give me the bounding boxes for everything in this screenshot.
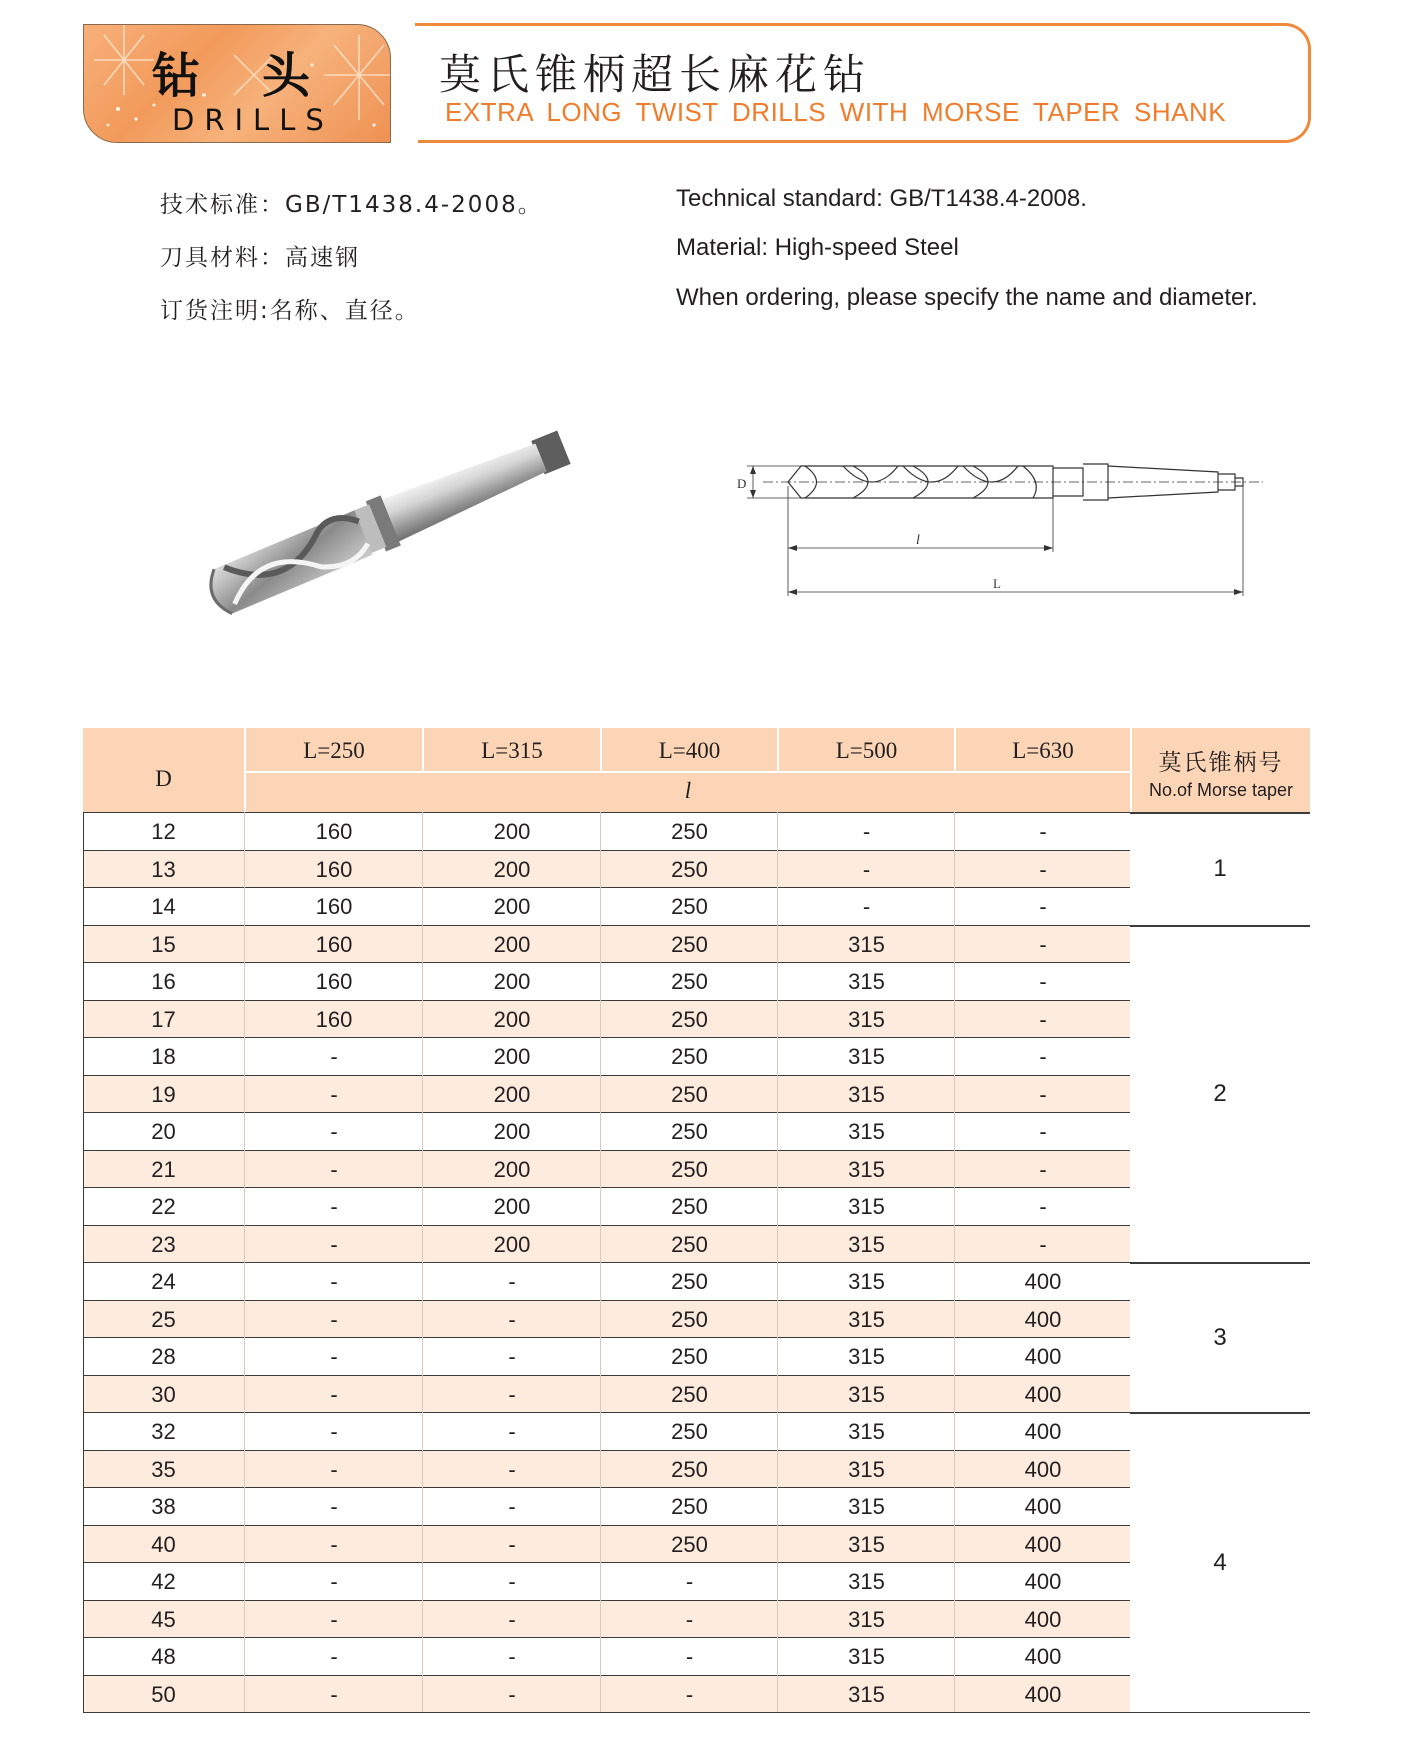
- cell-length: -: [330, 1194, 338, 1219]
- cell-length: 200: [493, 856, 531, 882]
- cell-length: 400: [1024, 1644, 1062, 1669]
- header-morse-cn: 莫氏锥柄号: [1158, 750, 1284, 776]
- cell-length: 315: [848, 1231, 885, 1257]
- cell-length: 200: [493, 1081, 531, 1107]
- cell-length: 400: [1024, 1381, 1062, 1407]
- cell-length: -: [1039, 1231, 1047, 1257]
- cell-length: 315: [848, 1494, 885, 1519]
- page-title-en: EXTRA LONG TWIST DRILLS WITH MORSE TAPER SHANK: [445, 97, 1227, 127]
- cell-length: 250: [671, 1231, 708, 1257]
- cell-length: 250: [671, 1419, 708, 1444]
- table-row: [83, 1375, 1130, 1412]
- cell-length: -: [1039, 1194, 1047, 1219]
- cell-length: 160: [315, 894, 353, 919]
- cell-diameter: 40: [151, 1531, 176, 1557]
- cell-length: 200: [493, 969, 531, 994]
- cell-length: 250: [671, 856, 708, 882]
- cell-length: 160: [315, 819, 353, 844]
- cell-diameter: 19: [151, 1081, 176, 1107]
- cell-diameter: 16: [151, 969, 176, 994]
- cell-length: 250: [671, 1119, 708, 1144]
- header-L250: L=250: [303, 738, 365, 763]
- cell-diameter: 21: [151, 1156, 176, 1182]
- cell-length: 315: [848, 1119, 885, 1144]
- table-row: [83, 1637, 1130, 1674]
- table-row: [83, 850, 1130, 887]
- cell-length: 315: [848, 1194, 885, 1219]
- cell-length: 400: [1024, 1531, 1062, 1557]
- cell-diameter: 22: [151, 1194, 176, 1219]
- table-row: [83, 1300, 1130, 1337]
- dim-label-l: l: [916, 533, 920, 548]
- table-row: [83, 1337, 1130, 1374]
- table-row: [83, 1562, 1130, 1599]
- table-row: [83, 1075, 1130, 1112]
- cell-length: 160: [315, 856, 353, 882]
- table-row: [83, 925, 1130, 962]
- table-row: [83, 1450, 1130, 1487]
- cell-length: -: [1039, 819, 1047, 844]
- cell-length: -: [685, 1681, 694, 1707]
- cell-length: -: [330, 1119, 338, 1144]
- cell-length: -: [685, 1569, 694, 1594]
- morse-group: [1130, 812, 1310, 925]
- cell-length: 315: [848, 1156, 885, 1182]
- cell-length: -: [330, 1269, 338, 1294]
- spec-table: [83, 728, 1310, 1708]
- cell-length: -: [508, 1644, 516, 1669]
- cell-length: 315: [848, 1681, 885, 1707]
- badge-title-cn: 钻头: [152, 48, 373, 104]
- table-row: [83, 1112, 1130, 1149]
- cell-length: 315: [848, 1381, 885, 1407]
- cell-length: -: [1039, 1156, 1047, 1182]
- cell-length: 250: [671, 1344, 708, 1369]
- cell-length: 250: [671, 1081, 708, 1107]
- table-row: [83, 1037, 1130, 1074]
- spec-order-en: When ordering, please specify the name and diameter.: [676, 284, 1258, 311]
- cell-length: -: [330, 1494, 338, 1519]
- cell-length: 200: [493, 931, 531, 957]
- cell-length: 200: [493, 894, 531, 919]
- cell-length: 250: [671, 1194, 708, 1219]
- header-D: D: [155, 766, 172, 791]
- cell-diameter: 23: [151, 1231, 176, 1257]
- cell-diameter: 18: [151, 1044, 176, 1069]
- cell-length: 250: [671, 1381, 708, 1407]
- cell-length: -: [862, 894, 871, 919]
- cell-length: -: [330, 1306, 338, 1332]
- header-morse-en: No.of Morse taper: [1148, 780, 1294, 800]
- cell-length: 250: [671, 1306, 708, 1332]
- cell-length: 400: [1024, 1306, 1062, 1332]
- table-row: [83, 1000, 1130, 1037]
- dim-label-L: L: [993, 576, 1001, 591]
- cell-diameter: 28: [151, 1344, 176, 1369]
- cell-length: -: [330, 1681, 338, 1707]
- header-sub-l: l: [684, 778, 692, 803]
- cell-length: -: [1039, 1044, 1047, 1069]
- cell-length: 315: [848, 1569, 885, 1594]
- cell-length: 250: [671, 1531, 708, 1557]
- header-L630: L=630: [1012, 738, 1074, 763]
- cell-diameter: 50: [151, 1681, 176, 1707]
- cell-length: -: [330, 1606, 338, 1632]
- cell-diameter: 30: [151, 1381, 176, 1407]
- cell-length: -: [508, 1306, 516, 1332]
- cell-length: 315: [848, 1419, 885, 1444]
- cell-length: 400: [1024, 1606, 1062, 1632]
- cell-length: -: [1039, 1081, 1047, 1107]
- table-row: [83, 887, 1130, 924]
- header-L500: L=500: [835, 738, 898, 763]
- cell-length: -: [330, 1569, 338, 1594]
- table-row: [83, 1525, 1130, 1562]
- cell-length: 160: [315, 931, 353, 957]
- cell-length: -: [330, 1456, 338, 1482]
- cell-length: -: [508, 1531, 516, 1557]
- table-row: [83, 1187, 1130, 1224]
- cell-length: -: [330, 1044, 338, 1069]
- cell-length: -: [330, 1156, 338, 1182]
- cell-length: 315: [848, 969, 885, 994]
- cell-length: -: [330, 1381, 338, 1407]
- cell-length: 200: [493, 1006, 531, 1032]
- cell-length: 315: [848, 1606, 885, 1632]
- cell-diameter: 25: [151, 1306, 176, 1332]
- morse-group: [1130, 1412, 1310, 1712]
- cell-length: 250: [671, 1006, 708, 1032]
- cell-diameter: 38: [151, 1494, 176, 1519]
- header-L315: L=315: [481, 738, 543, 763]
- cell-length: 315: [848, 1644, 885, 1669]
- morse-number: 2: [1213, 1080, 1227, 1108]
- cell-length: 400: [1024, 1681, 1062, 1707]
- cell-length: 200: [493, 1156, 531, 1182]
- cell-diameter: 32: [151, 1419, 176, 1444]
- cell-length: 400: [1024, 1344, 1062, 1369]
- cell-length: 315: [848, 1081, 885, 1107]
- cell-length: 315: [848, 1269, 885, 1294]
- cell-length: -: [1039, 894, 1047, 919]
- page-title-cn: 莫氏锥柄超长麻花钻: [439, 50, 872, 99]
- cell-diameter: 14: [151, 894, 176, 919]
- cell-length: 315: [848, 1456, 885, 1482]
- cell-diameter: 24: [151, 1269, 176, 1294]
- cell-length: 400: [1024, 1494, 1062, 1519]
- cell-length: 315: [848, 1006, 885, 1032]
- cell-length: 160: [315, 1006, 353, 1032]
- cell-length: 200: [493, 1044, 531, 1069]
- table-row: [83, 1675, 1130, 1712]
- cell-length: 250: [671, 1456, 708, 1482]
- cell-length: 200: [493, 819, 531, 844]
- cell-length: -: [508, 1456, 516, 1482]
- cell-length: 200: [493, 1119, 531, 1144]
- cell-length: -: [1039, 856, 1047, 882]
- table-row: [83, 1150, 1130, 1187]
- table-row: [83, 1412, 1130, 1449]
- morse-group: [1130, 925, 1310, 1263]
- cell-length: -: [330, 1419, 338, 1444]
- cell-length: -: [685, 1606, 694, 1632]
- cell-diameter: 35: [151, 1456, 176, 1482]
- cell-length: 400: [1024, 1419, 1062, 1444]
- cell-diameter: 12: [151, 819, 176, 844]
- morse-number: 3: [1213, 1324, 1227, 1351]
- cell-length: -: [330, 1531, 338, 1557]
- table-row: [83, 1487, 1130, 1524]
- cell-length: 250: [671, 1156, 708, 1182]
- cell-length: -: [508, 1494, 516, 1519]
- cell-length: 315: [848, 1044, 885, 1069]
- cell-length: -: [508, 1344, 516, 1369]
- cell-length: -: [1039, 1006, 1047, 1032]
- cell-length: -: [330, 1344, 338, 1369]
- cell-length: 315: [848, 1344, 885, 1369]
- table-row: [83, 812, 1130, 849]
- morse-number: 4: [1213, 1549, 1227, 1576]
- cell-diameter: 17: [151, 1006, 176, 1032]
- cell-length: -: [508, 1381, 516, 1407]
- spec-material-en: Material: High-speed Steel: [676, 234, 959, 261]
- morse-number: 1: [1213, 855, 1227, 883]
- cell-length: -: [1039, 969, 1047, 994]
- table-row: [83, 1600, 1130, 1637]
- cell-length: -: [862, 819, 871, 844]
- cell-length: 250: [671, 969, 708, 994]
- cell-diameter: 42: [151, 1569, 176, 1594]
- cell-length: -: [1039, 931, 1047, 957]
- cell-length: 250: [671, 931, 708, 957]
- cell-length: 315: [848, 1306, 885, 1332]
- badge-title-en: DRILLS: [172, 103, 334, 137]
- cell-length: -: [685, 1644, 694, 1669]
- table-row: [83, 1262, 1130, 1299]
- cell-length: 250: [671, 1044, 708, 1069]
- cell-length: 400: [1024, 1456, 1062, 1482]
- cell-length: -: [330, 1644, 338, 1669]
- cell-diameter: 13: [151, 856, 176, 882]
- cell-diameter: 15: [151, 931, 176, 957]
- cell-diameter: 45: [151, 1606, 176, 1632]
- dim-label-D: D: [737, 476, 747, 491]
- drills-badge: [83, 24, 391, 143]
- cell-length: -: [862, 856, 871, 882]
- spec-material-cn: 刀具材料：高速钢: [160, 245, 360, 271]
- spec-order-cn: 订货注明:名称、直径。: [160, 298, 420, 324]
- cell-length: 160: [315, 969, 353, 994]
- cell-length: -: [1039, 1119, 1047, 1144]
- cell-length: 200: [493, 1231, 531, 1257]
- table-row: [83, 962, 1130, 999]
- cell-length: -: [508, 1606, 516, 1632]
- header-L400: L=400: [658, 738, 721, 763]
- cell-length: -: [330, 1081, 338, 1107]
- cell-length: 315: [848, 931, 885, 957]
- cell-length: 250: [671, 1269, 708, 1294]
- cell-length: -: [508, 1681, 516, 1707]
- cell-length: -: [508, 1269, 516, 1294]
- cell-length: 200: [493, 1194, 531, 1219]
- cell-length: -: [508, 1569, 516, 1594]
- spec-standard-cn: 技术标准：GB/T1438.4-2008。: [160, 192, 543, 218]
- cell-length: -: [330, 1231, 338, 1257]
- spec-standard-en: Technical standard: GB/T1438.4-2008.: [676, 185, 1087, 212]
- cell-length: 400: [1024, 1569, 1062, 1594]
- cell-length: 250: [671, 894, 708, 919]
- cell-length: -: [508, 1419, 516, 1444]
- morse-group: [1130, 1262, 1310, 1412]
- cell-diameter: 20: [151, 1119, 176, 1144]
- cell-length: 250: [671, 1494, 708, 1519]
- cell-length: 315: [848, 1531, 885, 1557]
- drill-dimension-drawing: [733, 448, 1273, 618]
- cell-length: 250: [671, 819, 708, 844]
- cell-length: 400: [1024, 1269, 1062, 1294]
- drill-photo: [180, 418, 610, 628]
- cell-diameter: 48: [151, 1644, 176, 1669]
- table-row: [83, 1225, 1130, 1262]
